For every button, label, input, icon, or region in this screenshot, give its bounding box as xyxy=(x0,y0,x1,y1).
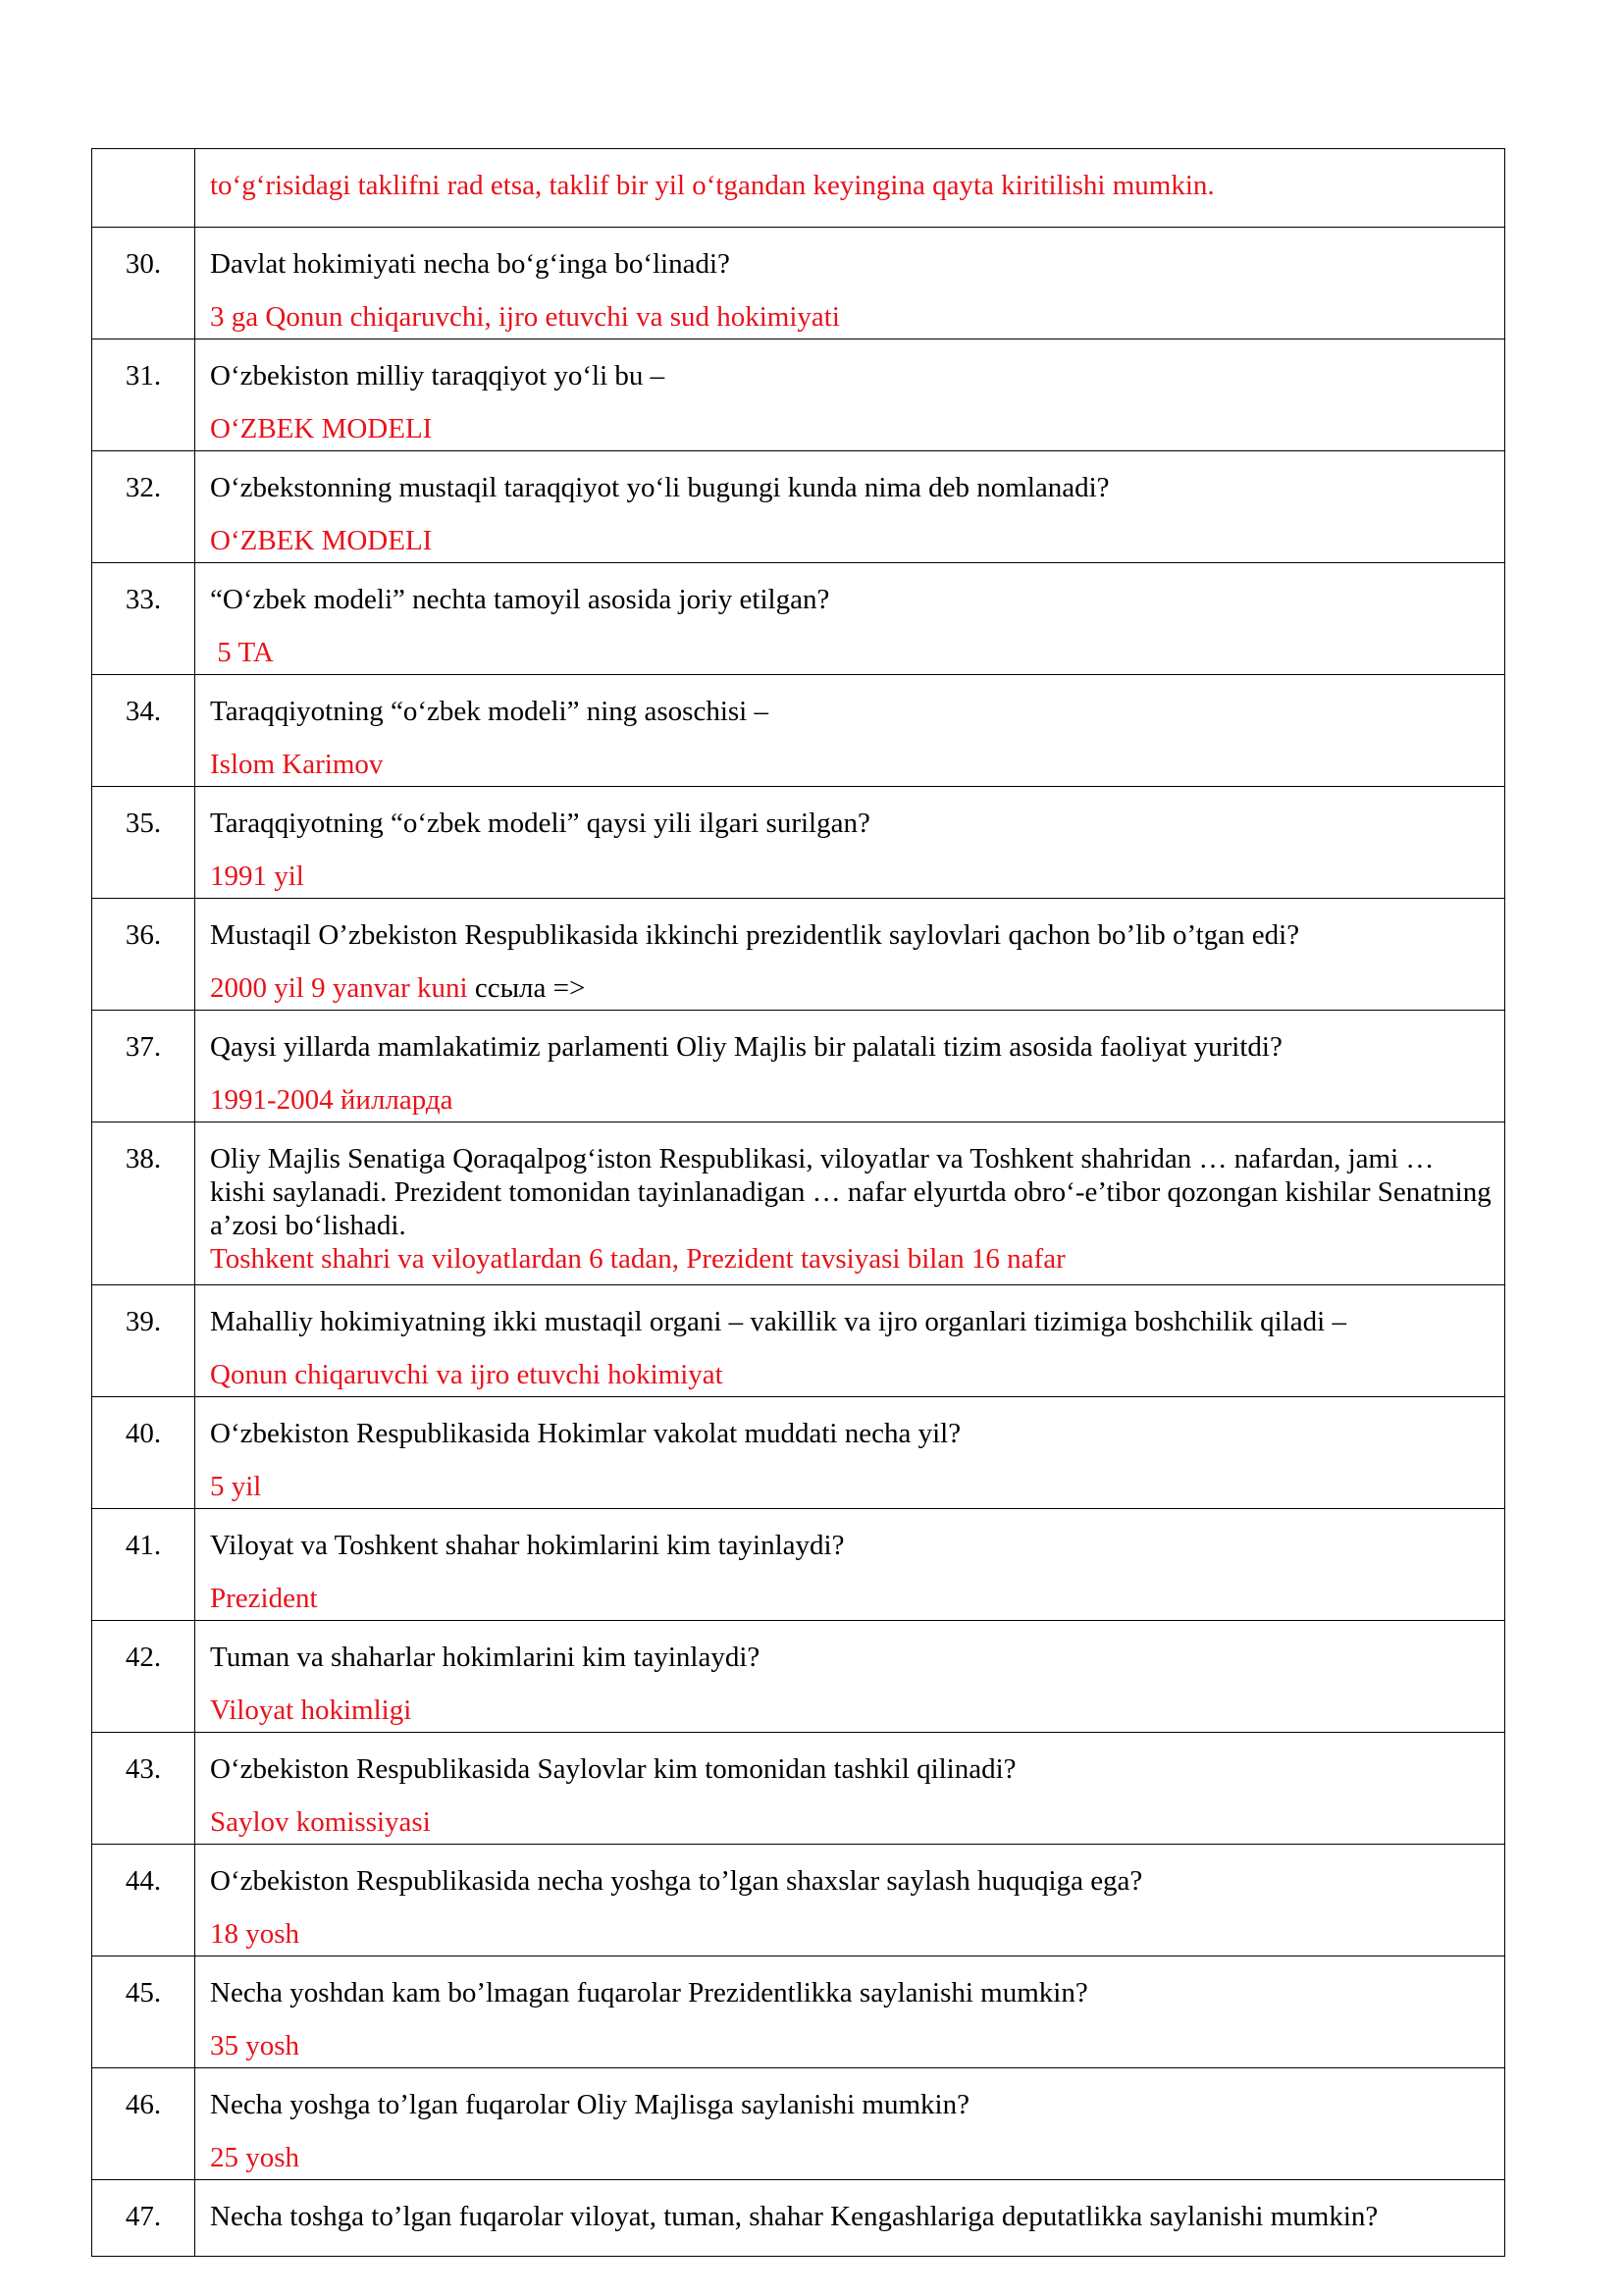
table-row xyxy=(92,1011,1505,1122)
row-content xyxy=(195,1122,1505,1285)
answer-note: ссыла => xyxy=(467,972,586,1004)
table-row xyxy=(92,1733,1505,1845)
table-row xyxy=(92,228,1505,339)
answer-text: 25 yosh xyxy=(210,2142,300,2173)
row-content xyxy=(195,1397,1505,1509)
table-row xyxy=(92,1956,1505,2068)
answer-text: O‘ZBEK MODELI xyxy=(210,413,433,444)
table-row xyxy=(92,675,1505,787)
question-text: Oliy Majlis Senatiga Qoraqalpog‘iston Respublikasi, viloyatlar va Toshkent shahridan … nafardan, jami … kishi saylanadi. Prezident tomonidan tayinlanadigan … nafar elyurtda obro‘-e’tibor qozongan kishilar Senatning a’zosi bo‘lishadi. xyxy=(210,1143,1492,1241)
answer-text: 1991 yil xyxy=(210,861,304,892)
question-text: Davlat hokimiyati necha bo‘g‘inga bo‘linadi? xyxy=(210,248,730,280)
answer-text: 3 ga Qonun chiqaruvchi, ijro etuvchi va sud hokimiyati xyxy=(210,301,840,333)
table-row xyxy=(92,1285,1505,1397)
row-content xyxy=(195,787,1505,899)
question-text: Mustaqil O’zbekiston Respublikasida ikkinchi prezidentlik saylovlari qachon bo’lib o’tgan edi? xyxy=(210,919,1300,951)
question-text: O‘zbekiston milliy taraqqiyot yo‘li bu – xyxy=(210,360,665,391)
row-number: 33. xyxy=(92,563,195,675)
answer-text: Saylov komissiyasi xyxy=(210,1806,431,1838)
row-content xyxy=(195,1956,1505,2068)
row-number: 41. xyxy=(92,1509,195,1621)
question-text: Qaysi yillarda mamlakatimiz parlamenti Oliy Majlis bir palatali tizim asosida faoliyat yuritdi? xyxy=(210,1031,1283,1063)
answer-text: 1991-2004 йилларда xyxy=(210,1084,453,1116)
table-row xyxy=(92,1122,1505,1285)
table-row xyxy=(92,899,1505,1011)
qa-table xyxy=(91,148,1505,2257)
table-row xyxy=(92,1397,1505,1509)
row-content xyxy=(195,1509,1505,1621)
row-content xyxy=(195,228,1505,339)
qa-table-body xyxy=(92,149,1505,2257)
question-text: Tuman va shaharlar hokimlarini kim tayinlaydi? xyxy=(210,1642,760,1673)
table-row xyxy=(92,1845,1505,1956)
row-content xyxy=(195,1733,1505,1845)
answer-text: Islom Karimov xyxy=(210,749,384,780)
answer-text: 35 yosh xyxy=(210,2030,300,2061)
row-content xyxy=(195,1011,1505,1122)
row-content xyxy=(195,339,1505,451)
row-content xyxy=(195,2180,1505,2257)
row-number: 42. xyxy=(92,1621,195,1733)
question-text: Necha yoshdan kam bo’lmagan fuqarolar Prezidentlikka saylanishi mumkin? xyxy=(210,1977,1088,2008)
row-number: 47. xyxy=(92,2180,195,2257)
question-text: Viloyat va Toshkent shahar hokimlarini kim tayinlaydi? xyxy=(210,1530,845,1561)
question-text: Taraqqiyotning “o‘zbek modeli” ning asoschisi – xyxy=(210,696,768,727)
row-number: 46. xyxy=(92,2068,195,2180)
answer-text: Viloyat hokimligi xyxy=(210,1695,412,1726)
table-row xyxy=(92,563,1505,675)
row-content xyxy=(195,899,1505,1011)
table-row xyxy=(92,1509,1505,1621)
row-content xyxy=(195,149,1505,228)
answer-text: Qonun chiqaruvchi va ijro etuvchi hokimiyat xyxy=(210,1359,723,1390)
row-number: 38. xyxy=(92,1122,195,1285)
question-text: O‘zbekiston Respublikasida necha yoshga to’lgan shaxslar saylash huquqiga ega? xyxy=(210,1865,1143,1897)
question-text: Necha yoshga to’lgan fuqarolar Oliy Majlisga saylanishi mumkin? xyxy=(210,2089,969,2120)
row-number: 45. xyxy=(92,1956,195,2068)
row-number: 31. xyxy=(92,339,195,451)
row-number: 36. xyxy=(92,899,195,1011)
question-text: Mahalliy hokimiyatning ikki mustaqil organi – vakillik va ijro organlari tizimiga boshchilik qiladi – xyxy=(210,1306,1346,1337)
answer-text: O‘ZBEK MODELI xyxy=(210,525,433,556)
answer-text: to‘g‘risidagi taklifni rad etsa, taklif bir yil o‘tgandan keyingina qayta kiritilishi mumkin. xyxy=(210,170,1215,201)
answer-text: 5 yil xyxy=(210,1471,262,1502)
table-row xyxy=(92,787,1505,899)
row-content xyxy=(195,451,1505,563)
row-number: 40. xyxy=(92,1397,195,1509)
row-number: 30. xyxy=(92,228,195,339)
table-row xyxy=(92,451,1505,563)
row-number: 39. xyxy=(92,1285,195,1397)
answer-text: Toshkent shahri va viloyatlardan 6 tadan, Prezident tavsiyasi bilan 16 nafar xyxy=(210,1243,1066,1275)
question-text: “O‘zbek modeli” nechta tamoyil asosida joriy etilgan? xyxy=(210,584,830,615)
table-row xyxy=(92,2068,1505,2180)
question-text: O‘zbekiston Respublikasida Hokimlar vakolat muddati necha yil? xyxy=(210,1418,962,1449)
answer-text: 5 TA xyxy=(210,637,274,668)
row-content xyxy=(195,1845,1505,1956)
table-row xyxy=(92,149,1505,228)
answer-line xyxy=(210,971,1493,1005)
answer-text: 18 yosh xyxy=(210,1918,300,1950)
row-number: 35. xyxy=(92,787,195,899)
question-text: Taraqqiyotning “o‘zbek modeli” qaysi yili ilgari surilgan? xyxy=(210,808,870,839)
row-number xyxy=(92,149,195,228)
row-content xyxy=(195,675,1505,787)
row-content xyxy=(195,1285,1505,1397)
answer-text: Prezident xyxy=(210,1583,318,1614)
table-row xyxy=(92,1621,1505,1733)
question-text: O‘zbekiston Respublikasida Saylovlar kim tomonidan tashkil qilinadi? xyxy=(210,1753,1017,1785)
table-row xyxy=(92,2180,1505,2257)
row-number: 34. xyxy=(92,675,195,787)
row-content xyxy=(195,563,1505,675)
row-number: 37. xyxy=(92,1011,195,1122)
table-row xyxy=(92,339,1505,451)
row-content xyxy=(195,2068,1505,2180)
row-content xyxy=(195,1621,1505,1733)
question-text: O‘zbekstonning mustaqil taraqqiyot yo‘li bugungi kunda nima deb nomlanadi? xyxy=(210,472,1110,503)
question-text: Necha toshga to’lgan fuqarolar viloyat, tuman, shahar Kengashlariga deputatlikka saylanishi mumkin? xyxy=(210,2201,1379,2232)
answer-text: 2000 yil 9 yanvar kuni xyxy=(210,972,468,1004)
row-number: 32. xyxy=(92,451,195,563)
row-number: 43. xyxy=(92,1733,195,1845)
row-number: 44. xyxy=(92,1845,195,1956)
